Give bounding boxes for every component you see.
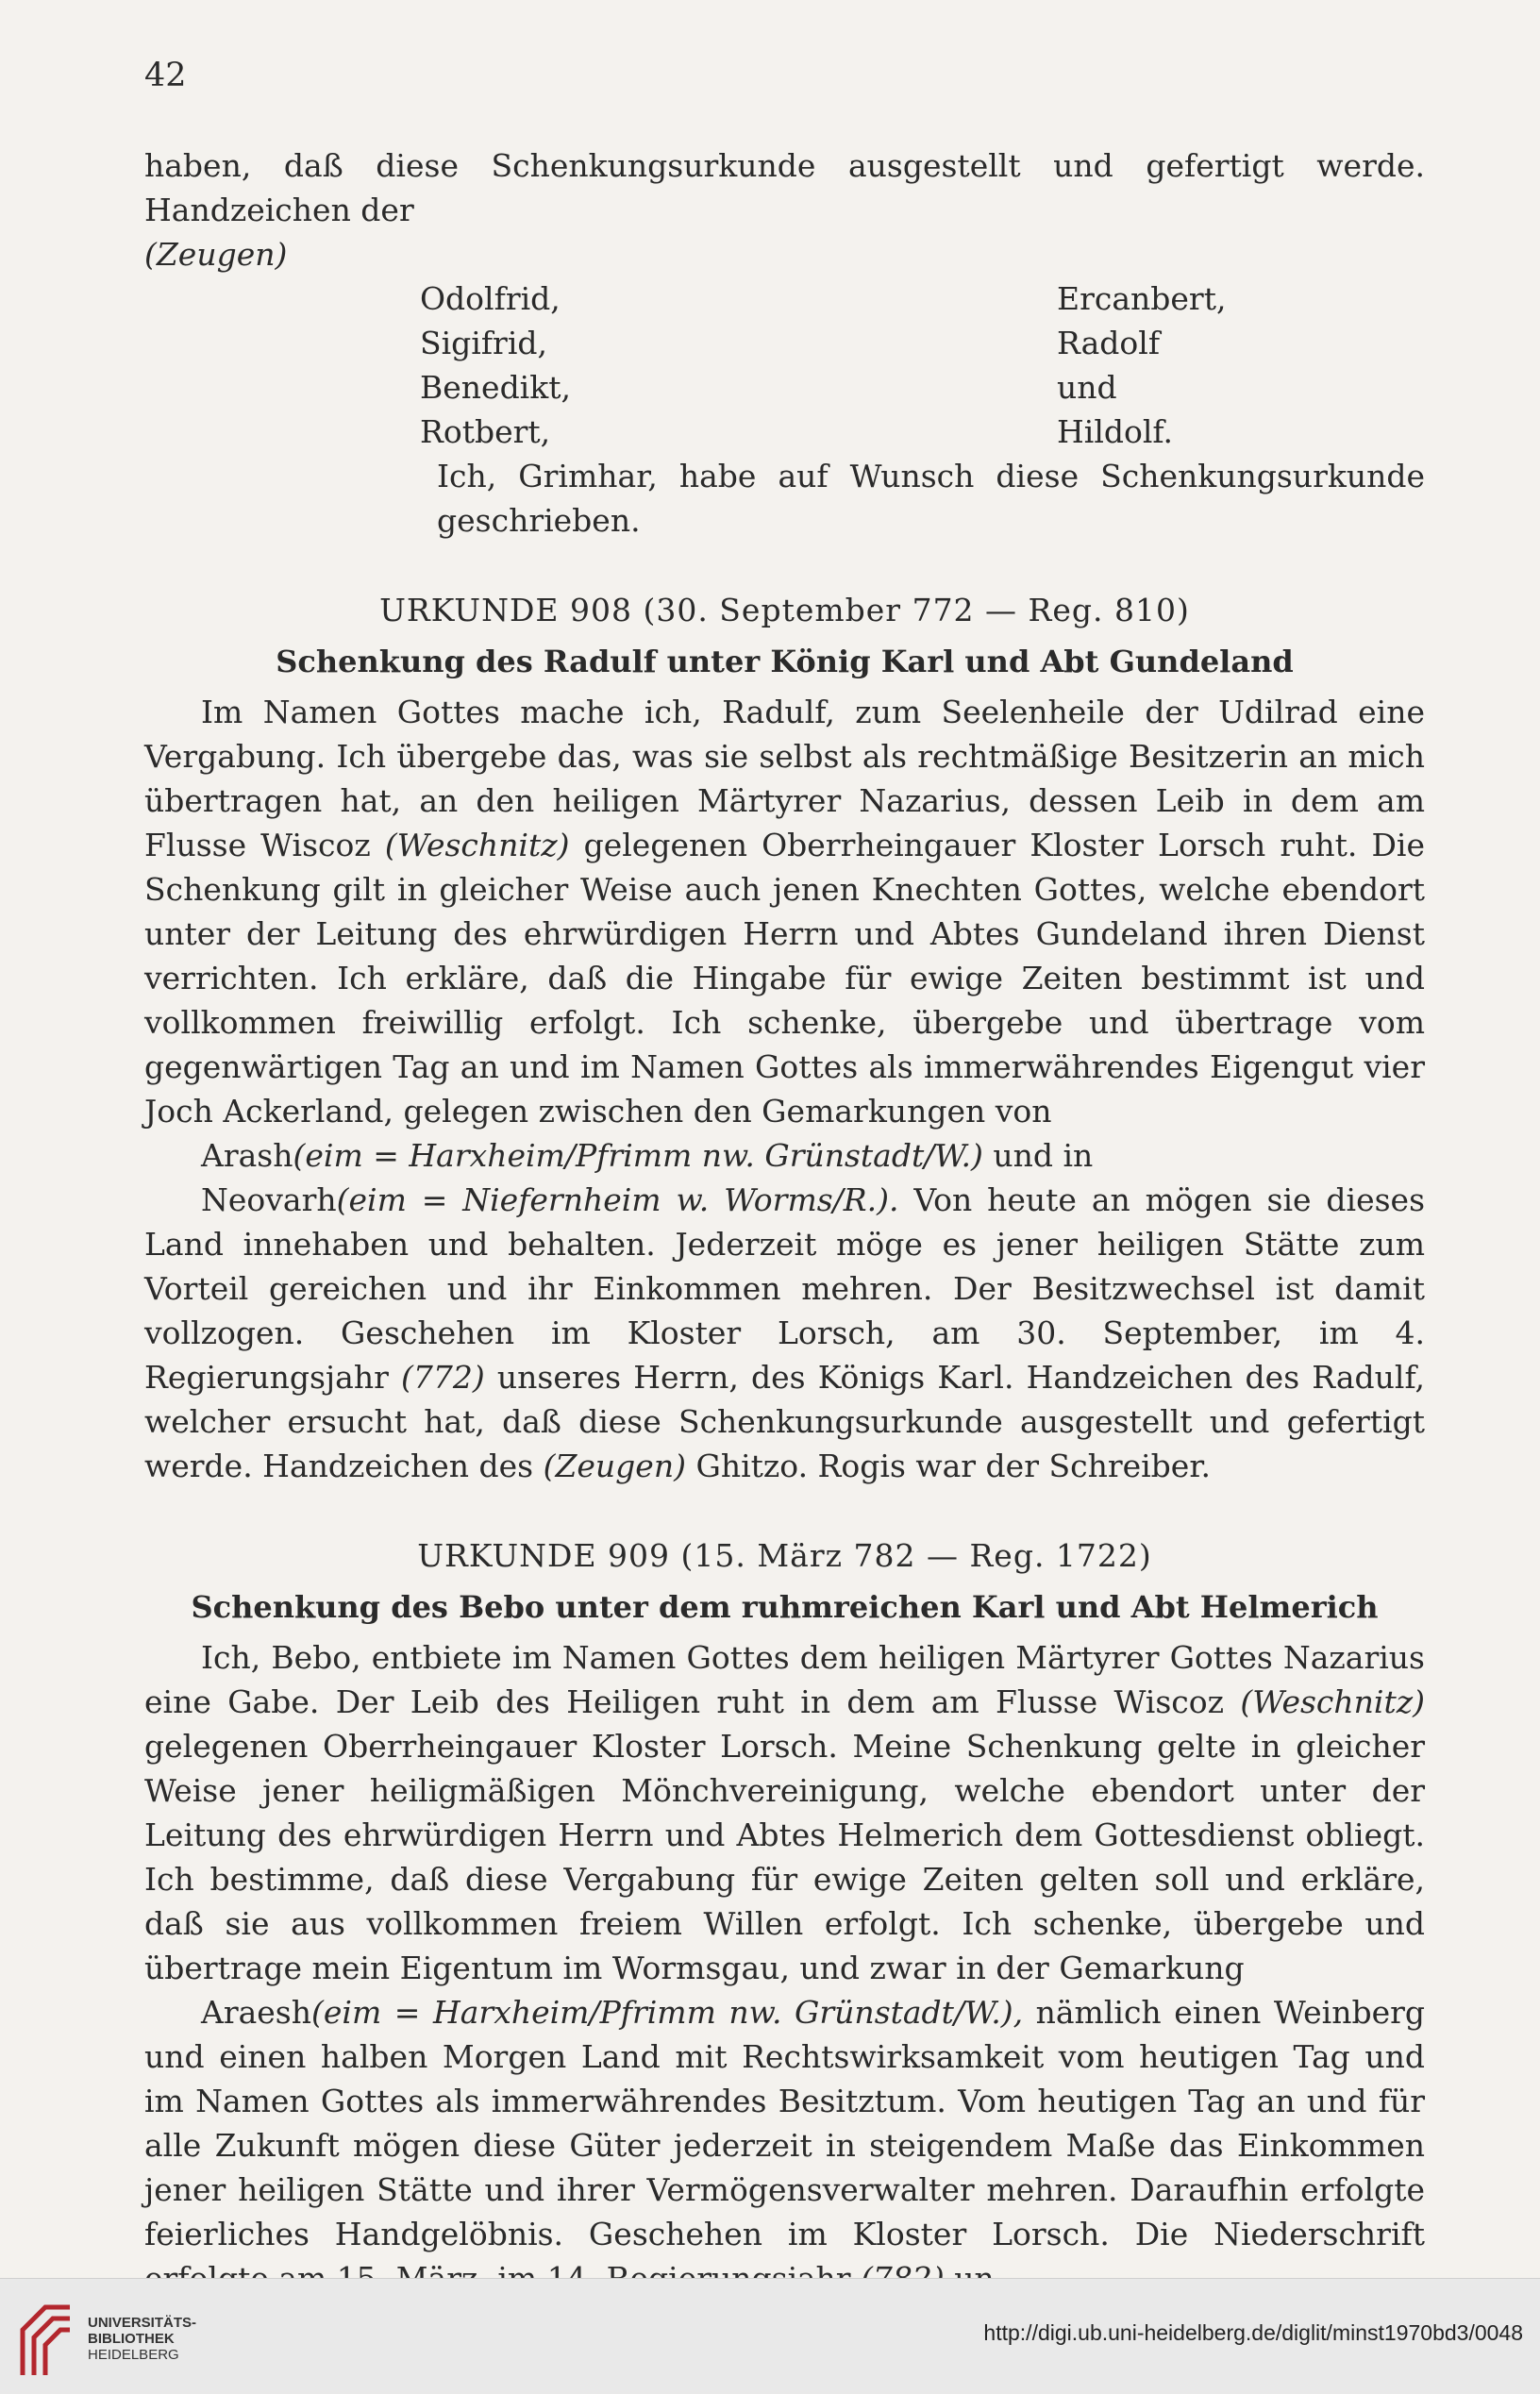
italic-run: (Weschnitz) [384,827,570,863]
italic-run: (eim = Harxheim/Pfrimm nw. Grünstadt/W.), [311,1994,1024,2031]
charter-908-paragraph-1 [144,690,1425,1133]
witness-left: Rotbert, [420,413,551,450]
place-name: Araesh [201,1994,311,2031]
charter-908-paragraph-2 [144,1133,1425,1178]
text-block [144,143,1425,2301]
text-run: unseres Herrn, des Königs Karl. Handzeichen des Radulf, welcher ersucht hat, daß diese Schenkungsurkunde ausgestellt und gefertigt werde. Handzeichen des [144,1359,1426,1484]
charter-909-paragraph-2 [144,1990,1425,2301]
witness-left: Benedikt, [420,369,571,406]
witness-right: Radolf [1057,325,1161,361]
witness-left: Odolfrid, [420,280,561,317]
permalink-url[interactable]: http://digi.ub.uni-heidelberg.de/diglit/minst1970bd3/0048 [983,2320,1523,2345]
text-run: gelegenen Oberrheingauer Kloster Lorsch. Meine Schenkung gelte in gleicher Weise jener heiligmäßigen Mönchvereinigung, welche ebendort unter der Leitung des ehrwürdigen Herrn und Abtes Helmerich dem Gottesdienst obliegt. Ich bestimme, daß diese Vergabung für ewige Zeiten gelten soll und erkläre, daß sie aus vollkommen freiem Willen erfolgt. Ich schenke, übergebe und übertrage mein Eigentum im Wormsgau, und zwar in der Gemarkung [144,1728,1425,1986]
charter-908-paragraph-3 [144,1178,1425,1488]
text-run: und in [993,1137,1094,1174]
logo-line: BIBLIOTHEK [88,2331,175,2347]
text-run: Ghitzo. Rogis war der Schreiber. [695,1448,1211,1484]
place-name: Arash [201,1137,293,1174]
page-number: 42 [144,57,187,94]
witness-row [420,365,1425,410]
witness-right: und [1057,369,1117,406]
zeugen-label: (Zeugen) [144,236,288,273]
text-run: nämlich einen Weinberg und einen halben Morgen Land mit Rechtswirksamkeit vom heutigen Tag und im Namen Gottes als immerwährendes Besitztum. Vom heutigen Tag an und für alle Zukunft mögen diese Güter jederzeit in steigendem Maße das Einkommen jener heiligen Stätte und ihrer Vermögensverwalter mehren. Daraufhin erfolgte feierliches Handgelöbnis. Geschehen im Kloster Lorsch. Die Niederschrift [144,1994,1426,2252]
witness-row [420,321,1425,365]
italic-run: (772) [401,1359,485,1396]
italic-run: (eim = Harxheim/Pfrimm nw. Grünstadt/W.) [293,1137,983,1174]
charter-908-title: Schenkung des Radulf unter König Karl und Abt Gundeland [276,644,1294,679]
ub-heidelberg-logo-icon [13,2292,79,2381]
witness-right: Ercanbert, [1057,280,1227,317]
text-run: Im Namen Gottes mache ich, Radulf, zum Seelenheile der Udilrad eine Vergabung. Ich übergebe das, was sie selbst als rechtmäßige Besitzerin an mich übertragen hat, an den heiligen Märtyrer Nazarius, dessen Leib in dem am Flusse Wiscoz [144,694,1425,863]
italic-run: (eim = Niefernheim w. Worms/R.). [336,1181,899,1218]
place-name: Neovarh [201,1181,337,1218]
text-run: Ich, Bebo, entbiete im Namen Gottes dem heiligen Märtyrer Gottes Nazarius eine Gabe. Der Leib des Heiligen ruht in dem am Flusse Wiscoz [144,1639,1425,1720]
italic-run: (Zeugen) [543,1448,686,1484]
scribe-line: Ich, Grimhar, habe auf Wunsch diese Schenkungsurkunde geschrieben. [437,458,1425,539]
logo-line: UNIVERSITÄTS- [88,2315,197,2331]
charter-909-paragraph-1 [144,1635,1425,1990]
viewer-footer [0,2278,1540,2394]
text-run: Von heute an mögen sie dieses Land innehaben und behalten. Jederzeit möge es jener heiligen Stätte zum Vorteil gereichen und ihr Einkommen mehren. Der Besitzwechsel ist damit vollzogen. Geschehen im Kloster Lorsch, am 30. September, im 4. Regierungsjahr [144,1181,1425,1396]
witness-row [420,276,1425,321]
intro-text: haben, daß diese Schenkungsurkunde ausgestellt und gefertigt werde. Handzeichen der [144,147,1425,228]
intro-line [144,143,1425,232]
text-run: gelegenen Oberrheingauer Kloster Lorsch ruht. Die Schenkung gilt in gleicher Weise auch jenen Knechten Gottes, welche ebendort unter der Leitung des ehrwürdigen Herrn und Abtes Gundeland ihren Dienst verrichten. Ich erkläre, daß die Hingabe für ewige Zeiten bestimmt ist und vollkommen freiwillig erfolgt. Ich schenke, übergebe und übertrage vom gegenwärtigen Tag an und im Namen Gottes als immerwährendes Eigengut vier Joch Ackerland, gelegen zwischen den Gemarkungen von [144,827,1425,1130]
witness-right: Hildolf. [1057,413,1173,450]
witness-left: Sigifrid, [420,325,547,361]
charter-908-heading: URKUNDE 908 (30. September 772 — Reg. 810) [379,592,1190,628]
charter-909-heading: URKUNDE 909 (15. März 782 — Reg. 1722) [417,1537,1152,1574]
witness-row [420,410,1425,454]
italic-run: (Weschnitz) [1240,1683,1425,1720]
charter-909-title: Schenkung des Bebo unter dem ruhmreichen Karl und Abt Helmerich [191,1589,1379,1625]
library-logo-text [88,2315,196,2363]
logo-line: HEIDELBERG [88,2347,179,2363]
